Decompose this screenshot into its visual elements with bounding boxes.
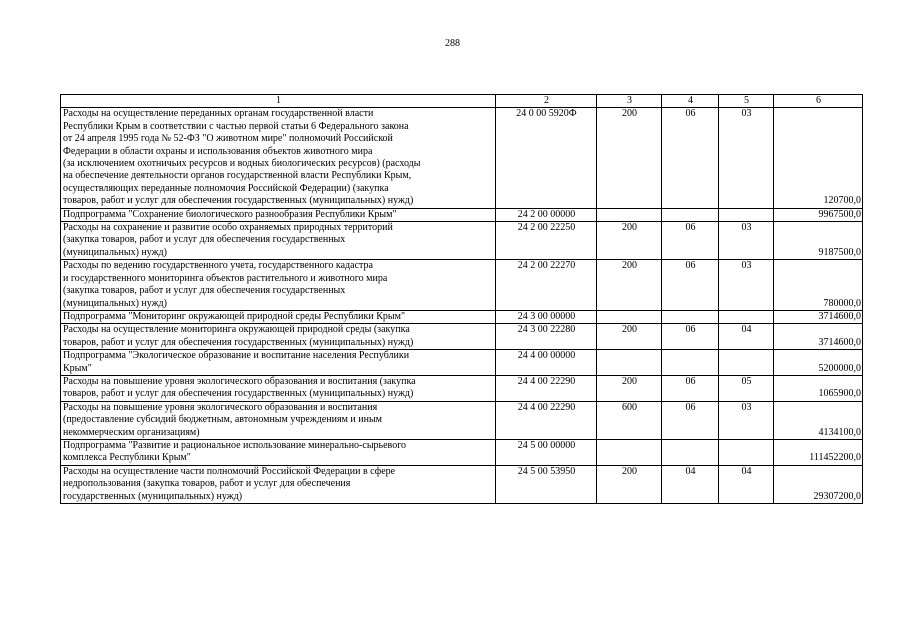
subsection-code: 04 — [719, 465, 774, 503]
table-row — [61, 350, 863, 376]
row-description — [61, 260, 496, 311]
description-line: Расходы на осуществление мониторинга окружающей природной среды (закупка — [63, 324, 410, 336]
description-line: осуществляющих переданные полномочия Российской Федерации) (закупка — [63, 182, 389, 194]
row-description — [61, 465, 496, 503]
subsection-code — [719, 439, 774, 465]
expense-type-code — [597, 350, 662, 376]
expense-type-code: 600 — [597, 401, 662, 439]
description-line: от 24 апреля 1995 года № 52-ФЗ "О животном мире" полномочий Российской — [63, 133, 393, 145]
target-article-code: 24 5 00 53950 — [496, 465, 597, 503]
section-code — [662, 350, 719, 376]
column-header: 2 — [496, 95, 597, 108]
description-line: Республики Крым в соответствии с частью первой статьи 6 Федерального закона — [63, 120, 409, 132]
subsection-code: 03 — [719, 108, 774, 208]
column-header: 5 — [719, 95, 774, 108]
section-code: 06 — [662, 324, 719, 350]
section-code — [662, 439, 719, 465]
description-line: (закупка товаров, работ и услуг для обеспечения государственных — [63, 285, 346, 297]
subsection-code: 04 — [719, 324, 774, 350]
expense-type-code: 200 — [597, 108, 662, 208]
amount-value: 9967500,0 — [774, 208, 863, 221]
amount-value: 4134100,0 — [774, 401, 863, 439]
subsection-code: 03 — [719, 401, 774, 439]
amount-value: 3714600,0 — [774, 310, 863, 323]
section-code: 06 — [662, 222, 719, 260]
row-description — [61, 375, 496, 401]
description-line: государственных (муниципальных) нужд) — [63, 490, 243, 502]
section-code — [662, 310, 719, 323]
description-line: Расходы по ведению государственного учета, государственного кадастра — [63, 260, 373, 272]
description-line: товаров, работ и услуг для обеспечения государственных (муниципальных) нужд) — [63, 388, 414, 400]
description-line: Расходы на осуществление части полномочий Российской Федерации в сфере — [63, 465, 396, 477]
description-line: Федерации в области охраны и использования объектов животного мира — [63, 145, 373, 157]
description-line: Расходы на осуществление переданных органам государственной власти — [63, 108, 374, 120]
description-line: товаров, работ и услуг для обеспечения государственных (муниципальных) нужд) — [63, 336, 414, 348]
table-row — [61, 401, 863, 439]
description-line: товаров, работ и услуг для обеспечения государственных (муниципальных) нужд) — [63, 195, 414, 207]
column-header: 6 — [774, 95, 863, 108]
target-article-code: 24 0 00 5920Ф — [496, 108, 597, 208]
amount-value: 120700,0 — [774, 108, 863, 208]
section-code — [662, 208, 719, 221]
target-article-code: 24 2 00 00000 — [496, 208, 597, 221]
description-line: Расходы на повышение уровня экологического образования и воспитания (закупка — [63, 375, 416, 387]
table-row — [61, 260, 863, 311]
table-row — [61, 208, 863, 221]
table-row — [61, 108, 863, 208]
description-line: (за исключением охотничьих ресурсов и водных биологических ресурсов) (расходы — [63, 158, 421, 170]
row-description — [61, 108, 496, 208]
target-article-code: 24 5 00 00000 — [496, 439, 597, 465]
description-line: некоммерческим организациям) — [63, 426, 200, 438]
description-line: Подпрограмма "Развитие и рациональное использование минерально-сырьевого — [63, 439, 407, 451]
expense-type-code: 200 — [597, 324, 662, 350]
row-description — [61, 324, 496, 350]
expense-type-code — [597, 439, 662, 465]
table-row — [61, 465, 863, 503]
table-row — [61, 375, 863, 401]
expense-type-code: 200 — [597, 260, 662, 311]
row-description — [61, 222, 496, 260]
description-line: Подпрограмма "Сохранение биологического разнообразия Республики Крым" — [63, 208, 397, 220]
page-number: 288 — [445, 38, 460, 49]
row-description — [61, 401, 496, 439]
expense-type-code: 200 — [597, 375, 662, 401]
row-description — [61, 350, 496, 376]
target-article-code: 24 4 00 00000 — [496, 350, 597, 376]
column-header: 4 — [662, 95, 719, 108]
row-description — [61, 439, 496, 465]
description-line: (муниципальных) нужд) — [63, 297, 167, 309]
target-article-code: 24 2 00 22250 — [496, 222, 597, 260]
amount-value: 1065900,0 — [774, 375, 863, 401]
description-line: (муниципальных) нужд) — [63, 246, 167, 258]
expense-type-code — [597, 310, 662, 323]
description-line: на обеспечение деятельности органов государственной власти Республики Крым, — [63, 170, 412, 182]
subsection-code — [719, 208, 774, 221]
subsection-code: 03 — [719, 260, 774, 311]
target-article-code: 24 4 00 22290 — [496, 375, 597, 401]
description-line: Крым" — [63, 362, 92, 374]
amount-value: 9187500,0 — [774, 222, 863, 260]
row-description — [61, 310, 496, 323]
target-article-code: 24 3 00 00000 — [496, 310, 597, 323]
description-line: Расходы на повышение уровня экологического образования и воспитания — [63, 401, 378, 413]
table-row — [61, 222, 863, 260]
section-code: 06 — [662, 375, 719, 401]
table-row — [61, 324, 863, 350]
target-article-code: 24 2 00 22270 — [496, 260, 597, 311]
section-code: 06 — [662, 108, 719, 208]
amount-value: 29307200,0 — [774, 465, 863, 503]
expense-type-code — [597, 208, 662, 221]
subsection-code — [719, 310, 774, 323]
description-line: Подпрограмма "Экологическое образование и воспитание населения Республики — [63, 350, 410, 362]
table-header-row — [61, 95, 863, 108]
description-line: Подпрограмма "Мониторинг окружающей природной среды Республики Крым" — [63, 310, 406, 322]
amount-value: 111452200,0 — [774, 439, 863, 465]
row-description — [61, 208, 496, 221]
expense-type-code: 200 — [597, 465, 662, 503]
section-code: 04 — [662, 465, 719, 503]
description-line: недропользования (закупка товаров, работ и услуг для обеспечения — [63, 478, 351, 490]
target-article-code: 24 4 00 22290 — [496, 401, 597, 439]
target-article-code: 24 3 00 22280 — [496, 324, 597, 350]
description-line: (предоставление субсидий бюджетным, автономным учреждениям и иным — [63, 414, 382, 426]
table-row — [61, 310, 863, 323]
subsection-code: 05 — [719, 375, 774, 401]
section-code: 06 — [662, 260, 719, 311]
column-header: 3 — [597, 95, 662, 108]
section-code: 06 — [662, 401, 719, 439]
budget-table — [60, 94, 863, 504]
expense-type-code: 200 — [597, 222, 662, 260]
amount-value: 5200000,0 — [774, 350, 863, 376]
subsection-code: 03 — [719, 222, 774, 260]
table-row — [61, 439, 863, 465]
description-line: (закупка товаров, работ и услуг для обеспечения государственных — [63, 234, 346, 246]
column-header: 1 — [61, 95, 496, 108]
description-line: комплекса Республики Крым" — [63, 452, 191, 464]
description-line: и государственного мониторинга объектов растительного и животного мира — [63, 272, 388, 284]
subsection-code — [719, 350, 774, 376]
description-line: Расходы на сохранение и развитие особо охраняемых природных территорий — [63, 222, 393, 234]
amount-value: 3714600,0 — [774, 324, 863, 350]
amount-value: 780000,0 — [774, 260, 863, 311]
